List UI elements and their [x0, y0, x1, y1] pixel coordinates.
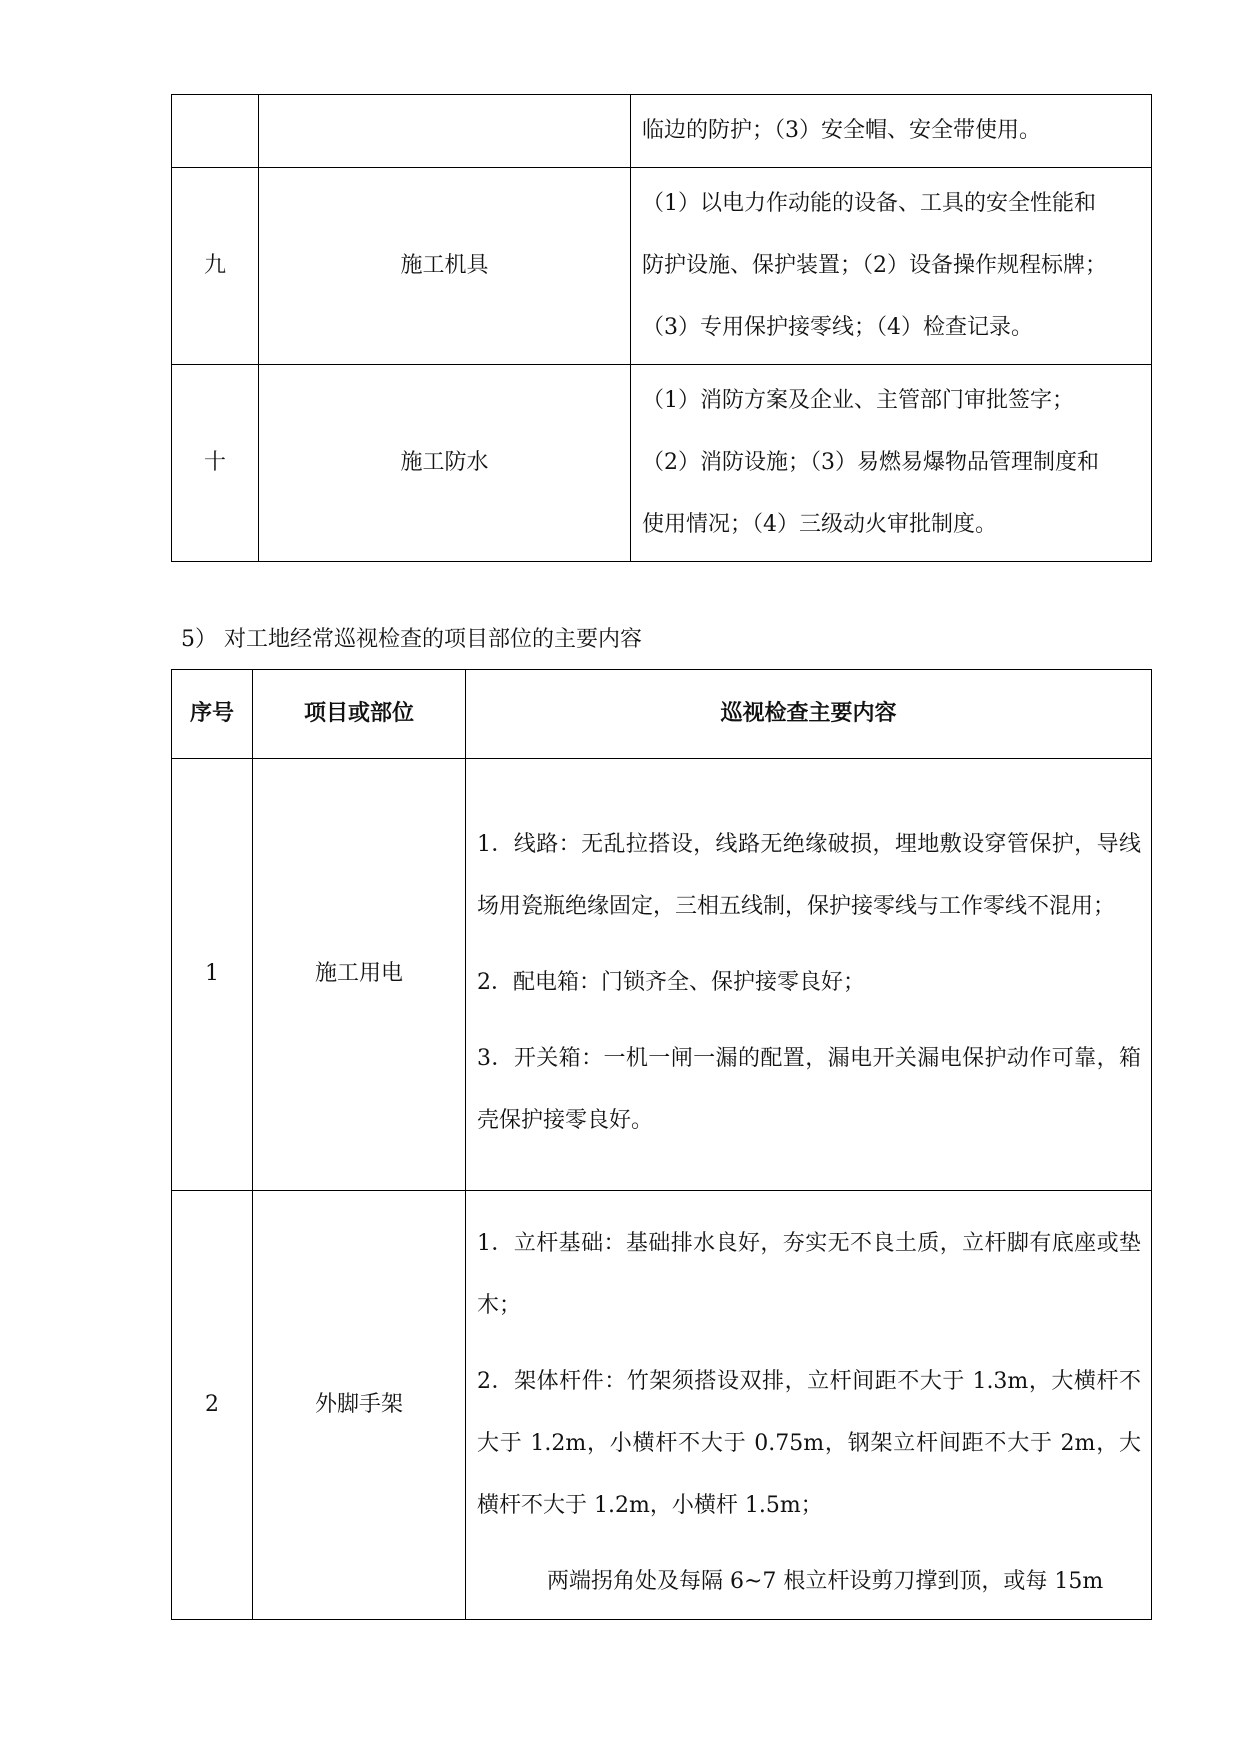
content-line: （1）消防方案及企业、主管部门审批签字； [642, 388, 1074, 413]
content-paragraph: 2．架体杆件：竹架须搭设双排，立杆间距不大于 1.3m，大横杆不大于 1.2m，小横杆不大于 0.75m，钢架立杆间距不大于 2m，大横杆不大于 1.2m，小横杆 1.5m； [477, 1369, 1141, 1518]
row-number [172, 95, 259, 168]
table-row [172, 1191, 1152, 1620]
header-item: 项目或部位 [253, 670, 466, 759]
row-content [631, 95, 1152, 168]
table-row [172, 759, 1152, 1191]
inspection-table-continued [171, 94, 1152, 562]
row-item: 施工防水 [259, 365, 631, 562]
row-item: 施工用电 [253, 759, 466, 1191]
content-line: （3）专用保护接零线；（4）检查记录。 [642, 315, 1033, 340]
row-number: 1 [172, 759, 253, 1191]
content-line: （1）以电力作动能的设备、工具的安全性能和 [642, 191, 1096, 216]
content-line: 防护设施、保护装置；（2）设备操作规程标牌； [642, 253, 1107, 278]
table-row [172, 365, 1152, 562]
row-content [631, 168, 1152, 365]
content-paragraph: 2．配电箱：门锁齐全、保护接零良好； [477, 969, 865, 995]
row-content [466, 1191, 1152, 1620]
content-paragraph: 两端拐角处及每隔 6~7 根立杆设剪刀撑到顶，或每 15m [547, 1569, 1104, 1594]
content-paragraph: 3．开关箱：一机一闸一漏的配置，漏电开关漏电保护动作可靠，箱壳保护接零良好。 [477, 1045, 1141, 1133]
table-row [172, 168, 1152, 365]
row-item: 施工机具 [259, 168, 631, 365]
patrol-inspection-table [171, 669, 1152, 1620]
content-paragraph: 1．线路：无乱拉搭设，线路无绝缘破损，埋地敷设穿管保护，导线场用瓷瓶绝缘固定，三相五线制，保护接零线与工作零线不混用； [477, 831, 1141, 919]
row-number: 九 [172, 168, 259, 365]
table-row [172, 95, 1152, 168]
content-line: 使用情况；（4）三级动火审批制度。 [642, 512, 997, 537]
table-header-row [172, 670, 1152, 759]
header-number: 序号 [172, 670, 253, 759]
content-line: 临边的防护；（3）安全帽、安全带使用。 [642, 118, 1041, 143]
row-item [259, 95, 631, 168]
row-content [466, 759, 1152, 1191]
row-number: 2 [172, 1191, 253, 1620]
row-content [631, 365, 1152, 562]
section-heading: 5） 对工地经常巡视检查的项目部位的主要内容 [181, 627, 642, 652]
content-line: （2）消防设施；（3）易燃易爆物品管理制度和 [642, 450, 1099, 475]
row-item: 外脚手架 [253, 1191, 466, 1620]
header-content: 巡视检查主要内容 [466, 670, 1152, 759]
row-number: 十 [172, 365, 259, 562]
content-paragraph: 1．立杆基础：基础排水良好，夯实无不良土质，立杆脚有底座或垫木； [477, 1231, 1141, 1318]
